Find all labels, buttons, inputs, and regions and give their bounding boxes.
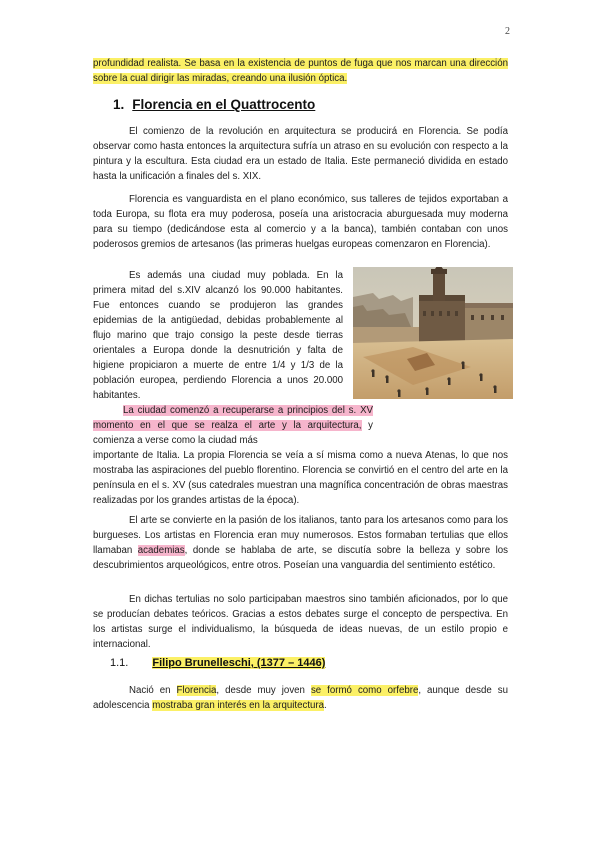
paragraph-2: Florencia es vanguardista en el plano económico, sus talleres de tejidos exportaban a toda Europa, su flota era muy poderosa, poseía una aristocracia aburguesada muy moderna para su tiempo (dedicándose esta al comercio y a la banca), también contaban con unos poderosos gremios de artesanos (las primeras huelgas europeas comenzaron en Florencia). [93, 194, 508, 250]
p7-c: , aunque desde su adolescencia [93, 685, 508, 711]
paragraph-4-rest: importante de Italia. La propia Florencia se veía a sí misma como a nueva Atenas, lo que nos mostraba las aspiraciones del pueblo florentino. Florencia se convirtió en el centro del arte en la península en el s. XV (sus catedrales muestran una magnífica concentración de obras maestras realizadas por los grandes artistas de la época). [93, 450, 508, 506]
p7-highlight-orfebre: se formó como orfebre [310, 685, 419, 696]
section-heading-florencia [113, 97, 315, 112]
intro-paragraph [93, 56, 508, 86]
paragraph-6: En dichas tertulias no solo participaban maestros sino también aficionados, por lo que se producían debates teóricos. Gracias a estos debates surge el concepto de perspectiva. En los artistas surge el individualismo, la búsqueda de ideas nuevas, de un estilo propio e internacional. [93, 594, 508, 650]
paragraph-5 [93, 513, 508, 573]
paragraph-4-narrow [93, 403, 373, 448]
section-number: 1. [113, 97, 125, 112]
paragraph-5-after: , donde se hablaba de arte, se discutía sobre la belleza y sobre los descubrimientos arqueológicos, entre otros. Poseían una vanguardia del sentimiento estético. [93, 545, 508, 571]
paragraph-5-before: El arte se convierte en la pasión de los italianos, tanto para los artesanos como para los burgueses. Los artistas en Florencia eran muy numerosos. Estos formaban tertulias que ellos llamaban [93, 515, 508, 556]
paragraph-7 [93, 683, 508, 713]
p7-d: . [324, 700, 327, 711]
subsection-heading-brunelleschi [110, 657, 325, 669]
paragraph-1: El comienzo de la revolución en arquitectura se producirá en Florencia. Se podía observar como hasta entonces la arquitectura sufría un atraso en su evolución con respecto a la pintura y la escultura. Esta ciudad era un estado de Italia. Este permaneció dividida en estado hasta la unificación a finales del s. XIX. [93, 126, 508, 182]
paragraph-3: Es además una ciudad muy poblada. En la primera mitad del s.XIV alcanzó los 90.000 habitantes. Fue entonces cuando se produjeron las grandes epidemias de la antigüedad, debidas probablemente al flujo marino que trajo consigo la peste desde tierras orientales a Europa donde la desnutrición y falta de higiene propiciaron a muerte de entre 1/4 y 1/3 de la población europea, perdiendo Florencia a unos 20.000 habitantes. [93, 270, 343, 401]
p7-b: , desde muy joven [216, 685, 311, 696]
piazza-della-signoria-illustration [353, 267, 513, 399]
page-number: 2 [505, 26, 510, 37]
paragraph-4 [93, 403, 508, 508]
section-title: Florencia en el Quattrocento [132, 97, 316, 112]
subsection-title: Filipo Brunelleschi, (1377 – 1446) [152, 657, 326, 669]
intro-highlight: profundidad realista. Se basa en la existencia de puntos de fuga que nos marcan una dirección sobre la cual dirigir las miradas, creando una ilusión óptica. [93, 58, 508, 84]
p7-highlight-florencia: Florencia [176, 685, 217, 696]
florence-painting-image [353, 267, 513, 399]
p7-a: Nació en [129, 685, 177, 696]
paragraph-4-narrow-rest: y comienza a verse como la ciudad más [93, 420, 373, 446]
paragraph-5-highlight: academias [137, 545, 185, 556]
paragraph-4-highlight: La ciudad comenzó a recuperarse a principios del s. XV momento en el que se realza el arte y la arquitectura, [93, 405, 373, 431]
subsection-number: 1.1. [110, 657, 129, 669]
p7-highlight-arquitectura: mostraba gran interés en la arquitectura [152, 700, 325, 711]
